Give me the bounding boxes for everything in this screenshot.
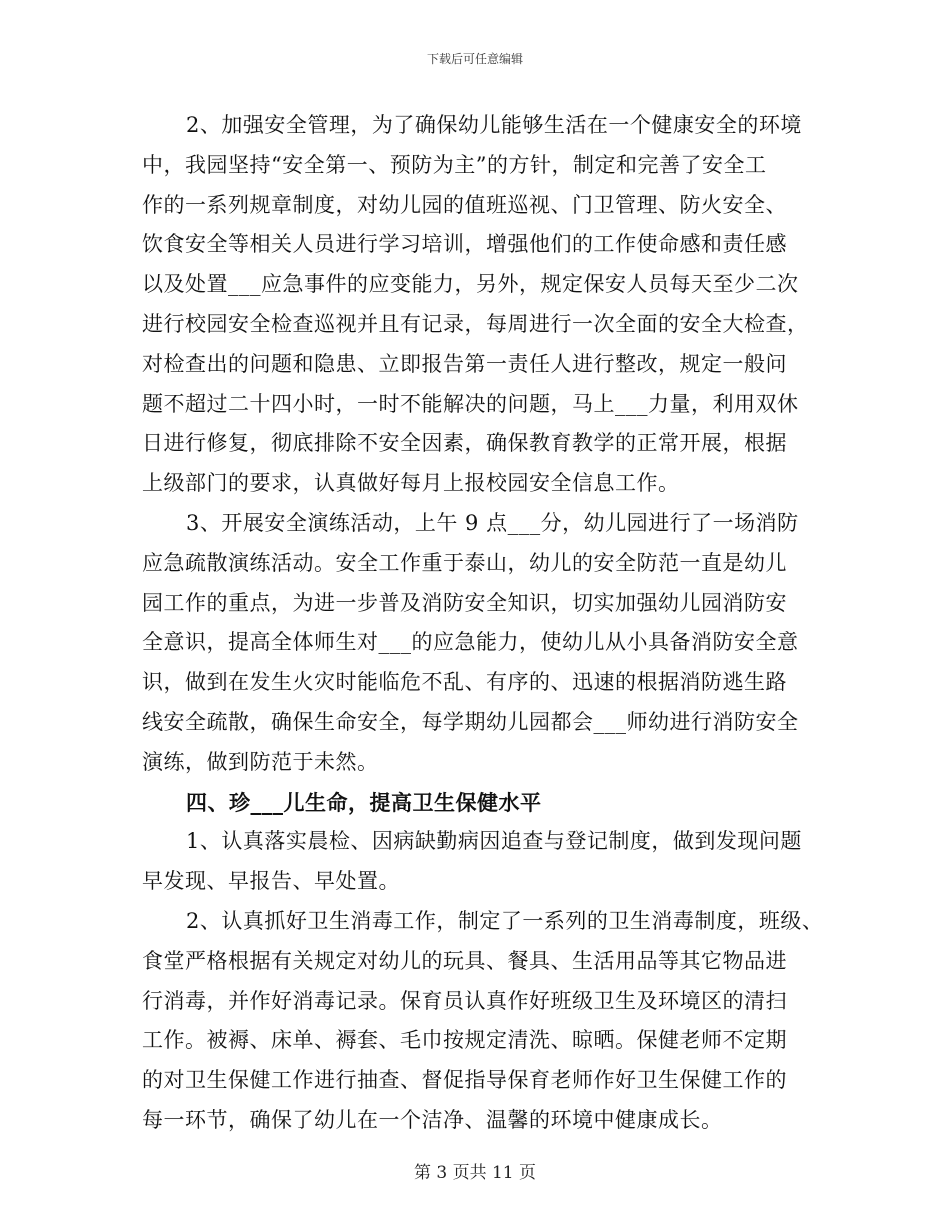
page-header: 下载后可任意编辑 — [426, 52, 523, 66]
paragraph-line: 饮食安全等相关人员进行学习培训，增强他们的工作使命感和责任感 — [142, 232, 787, 257]
paragraph-line: 作的一系列规章制度，对幼儿园的值班巡视、门卫管理、防火安全、 — [142, 192, 787, 217]
paragraph-line: 的对卫生保健工作进行抽查、督促指导保育老师作好卫生保健工作的 — [142, 1068, 787, 1093]
paragraph-line: 线安全疏散，确保生命安全，每学期幼儿园都会___师幼进行消防安全 — [142, 709, 799, 734]
paragraph-line: 行消毒，并作好消毒记录。保育员认真作好班级卫生及环境区的清扫 — [142, 988, 787, 1013]
paragraph-line: 以及处置___应急事件的应变能力，另外，规定保安人员每天至少二次 — [142, 272, 799, 297]
paragraph-line: 2、加强安全管理，为了确保幼儿能够生活在一个健康安全的环境 — [186, 113, 802, 137]
paragraph-line: 工作。被褥、床单、褥套、毛巾按规定清洗、晾晒。保健老师不定期 — [142, 1028, 787, 1053]
paragraph-line: 识，做到在发生火灾时能临危不乱、有序的、迅速的根据消防逃生路 — [142, 670, 787, 695]
paragraph-line: 食堂严格根据有关规定对幼儿的玩具、餐具、生活用品等其它物品进 — [142, 948, 787, 973]
paragraph-line: 日进行修复，彻底排除不安全因素，确保教育教学的正常开展，根据 — [142, 431, 787, 456]
paragraph-line: 全意识，提高全体师生对___的应急能力，使幼儿从小具备消防安全意 — [142, 630, 799, 655]
paragraph-line: 中，我园坚持“安全第一、预防为主”的方针，制定和完善了安全工 — [142, 152, 767, 177]
paragraph-line: 3、开展安全演练活动，上午 9 点___分，幼儿园进行了一场消防 — [186, 510, 799, 535]
paragraph-line: 应急疏散演练活动。安全工作重于泰山，幼儿的安全防范一直是幼儿 — [142, 550, 787, 575]
paragraph-line: 进行校园安全检查巡视并且有记录，每周进行一次全面的安全大检查， — [142, 311, 809, 336]
paragraph-line: 上级部门的要求，认真做好每月上报校园安全信息工作。 — [142, 471, 680, 496]
paragraph-line: 早发现、早报告、早处置。 — [142, 869, 400, 894]
page-number: 第 3 页共 11 页 — [413, 1163, 537, 1183]
paragraph-line: 对检查出的问题和隐患、立即报告第一责任人进行整改，规定一般问 — [142, 351, 787, 376]
paragraph-line: 题不超过二十四小时，一时不能解决的问题，马上___力量，利用双休 — [142, 391, 799, 416]
paragraph-line: 1、认真落实晨检、因病缺勤病因追查与登记制度，做到发现问题 — [186, 829, 802, 854]
paragraph-line: 园工作的重点，为进一步普及消防安全知识，切实加强幼儿园消防安 — [142, 590, 787, 615]
paragraph-line: 每一环节，确保了幼儿在一个洁净、温馨的环境中健康成长。 — [142, 1107, 723, 1132]
document-body — [142, 106, 824, 1141]
paragraph-line: 演练，做到防范于未然。 — [142, 749, 379, 774]
section-heading: 四、珍___儿生命，提高卫生保健水平 — [186, 789, 542, 815]
paragraph-line: 2、认真抓好卫生消毒工作，制定了一系列的卫生消毒制度，班级、 — [186, 908, 824, 933]
